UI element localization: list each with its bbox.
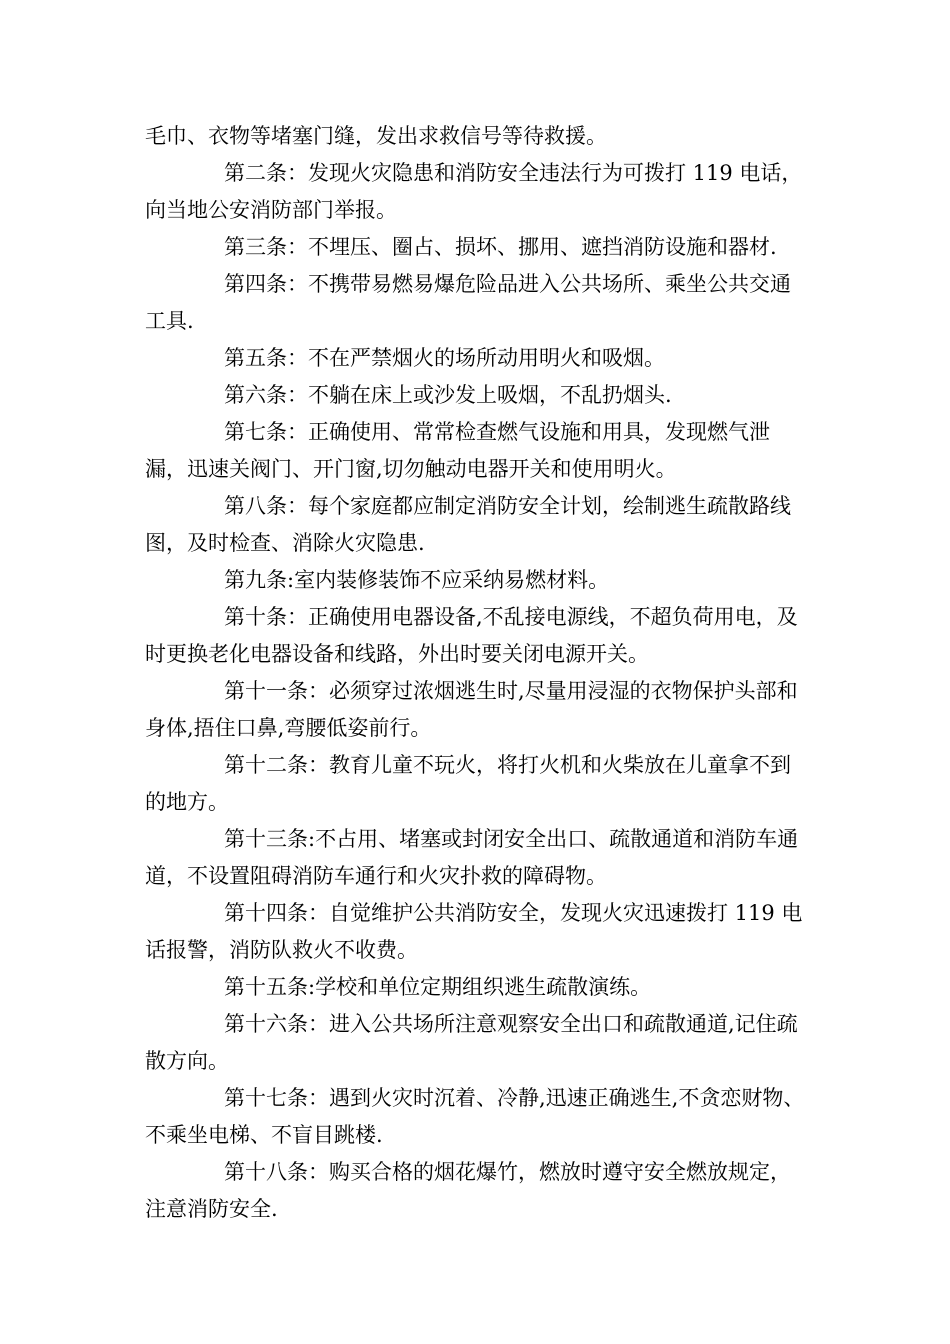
article-6: 第六条：不躺在床上或沙发上吸烟，不乱扔烟头. [224, 383, 672, 407]
article-8: 第八条：每个家庭都应制定消防安全计划，绘制逃生疏散路线图，及时检查、消除火灾隐患. [145, 494, 791, 555]
article-18: 第十八条：购买合格的烟花爆竹，燃放时遵守安全燃放规定，注意消防安全. [145, 1160, 791, 1221]
article-3: 第三条：不埋压、圈占、损坏、挪用、遮挡消防设施和器材. [224, 235, 777, 259]
article-5: 第五条：不在严禁烟火的场所动用明火和吸烟。 [224, 346, 665, 370]
article-13: 第十三条:不占用、堵塞或封闭安全出口、疏散通道和消防车通道，不设置阻碍消防车通行和火灾扑救的障碍物。 [145, 827, 799, 888]
paragraph-continuation: 毛巾、衣物等堵塞门缝，发出求救信号等待救援。 [145, 124, 607, 148]
article-16: 第十六条：进入公共场所注意观察安全出口和疏散通道,记住疏散方向。 [145, 1012, 798, 1073]
article-14: 第十四条：自觉维护公共消防安全，发现火灾迅速拨打 119 电话报警，消防队救火不收费。 [145, 901, 803, 962]
article-11: 第十一条：必须穿过浓烟逃生时,尽量用浸湿的衣物保护头部和身体,捂住口鼻,弯腰低姿前行。 [145, 679, 798, 740]
article-15: 第十五条:学校和单位定期组织逃生疏散演练。 [224, 975, 652, 999]
article-17: 第十七条：遇到火灾时沉着、冷静,迅速正确逃生,不贪恋财物、不乘坐电梯、不盲目跳楼. [145, 1086, 805, 1147]
article-12: 第十二条：教育儿童不玩火，将打火机和火柴放在儿童拿不到的地方。 [145, 753, 791, 814]
article-2: 第二条：发现火灾隐患和消防安全违法行为可拨打 119 电话，向当地公安消防部门举报。 [145, 161, 803, 222]
article-10: 第十条：正确使用电器设备,不乱接电源线，不超负荷用电，及时更换老化电器设备和线路，外出时要关闭电源开关。 [145, 605, 798, 666]
article-9: 第九条:室内装修装饰不应采纳易燃材料。 [224, 568, 610, 592]
article-7: 第七条：正确使用、常常检查燃气设施和用具，发现燃气泄漏，迅速关阀门、开门窗,切勿触动电器开关和使用明火。 [145, 420, 770, 481]
document-page [145, 118, 810, 1228]
article-4: 第四条：不携带易燃易爆危险品进入公共场所、乘坐公共交通工具. [145, 272, 791, 333]
